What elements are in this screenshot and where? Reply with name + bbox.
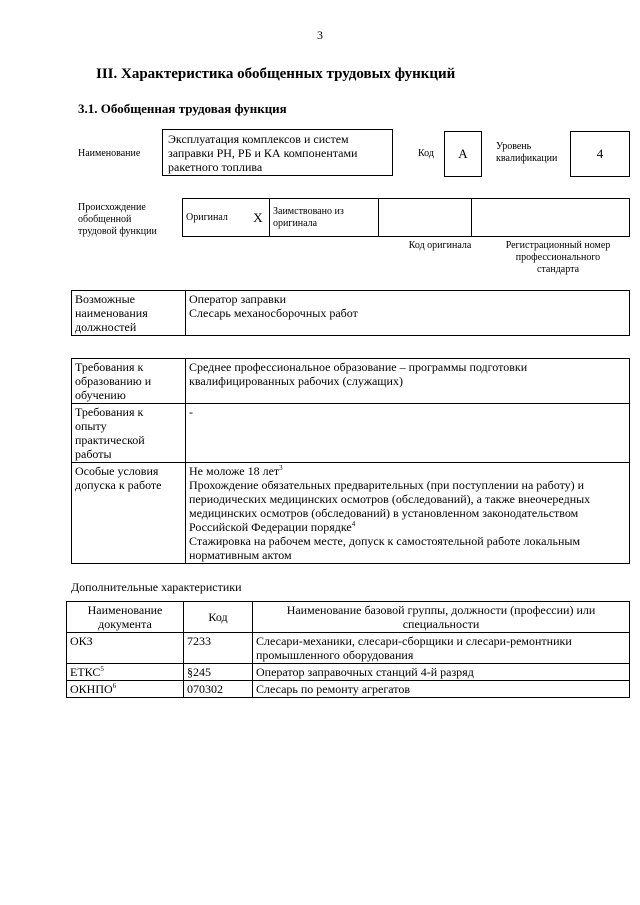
experience-value: - [186,404,630,463]
level-label [496,141,557,165]
function-name-line: Эксплуатация комплексов и систем [168,132,349,146]
education-value-line: Среднее профессиональное образование – программы подготовки [189,360,528,374]
borrowed-label [270,199,379,237]
education-label-line: Требования к [75,360,144,374]
col-name [253,602,630,633]
level-label-line: Уровень [496,141,532,152]
condition-age [189,464,626,478]
level-value: 4 [570,131,630,177]
experience-label [72,404,186,463]
condition-medical-line [189,520,626,534]
section-title: III. Характеристика обобщенных трудовых функций [96,66,456,82]
code-original-cell [379,199,472,237]
condition-age-text: Не моложе 18 лет [189,464,280,478]
code-original-caption: Код оригинала [408,240,472,251]
condition-medical-line: медицинских осмотров (обследований) в установленном законодательством [189,506,579,520]
function-name-line: ракетного топлива [168,160,263,174]
conditions-label-line: допуска к работе [75,478,162,492]
subsection-title: 3.1. Обобщенная трудовая функция [78,101,287,116]
col-name-line: специальности [402,617,480,631]
borrowed-label-line: Заимствовано из [273,205,344,217]
conditions-label [72,463,186,564]
positions-label-line: должностей [75,320,137,334]
experience-label-line: опыту [75,419,107,433]
row-code: 7233 [184,633,253,664]
table-row [67,633,630,664]
col-document-line: Наименование [87,603,163,617]
page-number: 3 [317,28,323,42]
positions-label [72,291,186,336]
additional-table [66,601,630,698]
experience-label-line: практической [75,433,145,447]
additional-title: Дополнительные характеристики [71,580,242,594]
row-name-line: промышленного оборудования [256,648,414,662]
function-name-label: Наименование [78,148,141,159]
education-label [72,359,186,404]
position-item: Оператор заправки [189,292,287,306]
condition-medical-line: Прохождение обязательных предварительных (при поступлении на работу) и [189,478,585,492]
reg-caption-line: стандарта [536,264,580,275]
footnote-ref: 3 [279,464,283,472]
positions-table [71,290,630,336]
education-value-line: квалифицированных рабочих (служащих) [189,374,403,388]
level-label-line: квалификации [496,153,558,164]
positions-values [186,291,630,336]
conditions-label-line: Особые условия [75,464,159,478]
origin-label-line: обобщенной [78,214,132,225]
col-document-line: документа [98,617,152,631]
experience-label-line: Требования к [75,405,144,419]
table-row [67,681,630,698]
borrowed-label-line: оригинала [273,217,318,229]
positions-label-line: Возможные [75,292,135,306]
position-item: Слесарь механосборочных работ [189,306,358,320]
condition-training-line: нормативным актом [189,548,292,562]
row-code: 070302 [184,681,253,698]
row-doc-text: ОКНПО [70,682,113,696]
code-label: Код [418,148,434,159]
reg-caption-line: Регистрационный номер [505,240,611,251]
table-row [67,664,630,681]
row-doc [67,681,184,698]
code-value: А [444,131,482,177]
row-doc [67,633,184,664]
origin-label-line: трудовой функции [78,226,157,237]
education-value [186,359,630,404]
condition-medical-line: периодических медицинских осмотров (обследований), а также внеочередных [189,492,591,506]
row-name [253,633,630,664]
positions-label-line: наименования [75,306,148,320]
row-doc-text: ОКЗ [70,634,93,648]
reg-number-caption [488,240,628,276]
col-name-line: Наименование базовой группы, должности (профессии) или [286,603,596,617]
origin-label [78,202,157,238]
row-name: Слесарь по ремонту агрегатов [253,681,630,698]
experience-label-line: работы [75,447,112,461]
row-name: Оператор заправочных станций 4-й разряд [253,664,630,681]
footnote-ref: 4 [351,520,356,528]
reg-number-cell [472,199,630,237]
col-code: Код [184,602,253,633]
function-name-box [162,129,393,176]
origin-label-line: Происхождение [78,202,146,213]
education-label-line: обучению [75,388,126,402]
reg-caption-line: профессионального [515,252,601,263]
original-label: Оригинал [183,199,248,237]
condition-medical-text: Российской Федерации порядке [189,520,352,534]
row-doc [67,664,184,681]
row-name-line: Слесари-механики, слесари-сборщики и слесари-ремонтники [256,634,572,648]
footnote-ref: 6 [112,682,117,690]
col-document [67,602,184,633]
condition-training-line: Стажировка на рабочем месте, допуск к самостоятельной работе локальным [189,534,581,548]
original-mark: X [247,199,270,237]
footnote-ref: 5 [100,665,104,673]
row-code: §245 [184,664,253,681]
requirements-table [71,358,630,564]
education-label-line: образованию и [75,374,152,388]
conditions-value [186,463,630,564]
row-doc-text: ЕТКС [70,665,101,679]
function-name-line: заправки РН, РБ и КА компонентами [168,146,358,160]
origin-table [182,198,630,237]
